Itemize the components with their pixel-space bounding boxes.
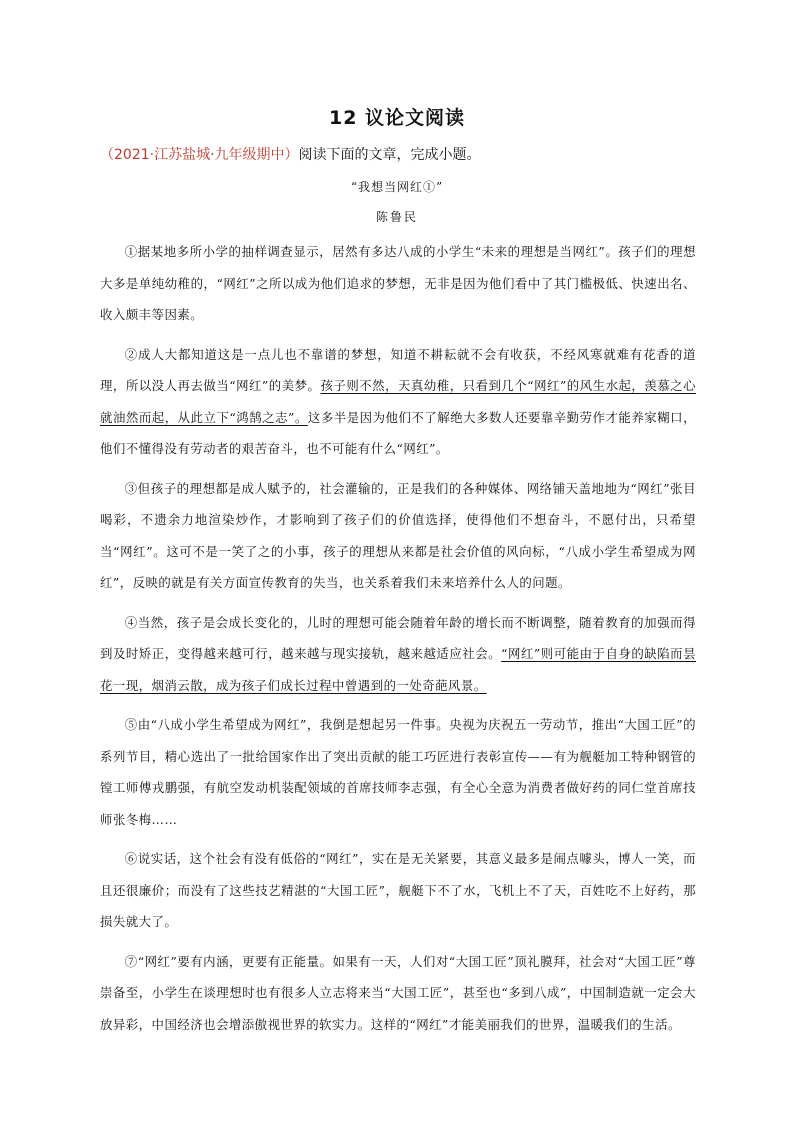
essay-body	[100, 236, 696, 1048]
paragraph-2-underlined: 孩子则不然，天真幼稚，只看到几个“网红”的风生水起，羡慕之心就油然而起，从此立下“鸿鹄之志”。	[100, 378, 696, 425]
paragraph-1: ①据某地多所小学的抽样调查显示，居然有多达八成的小学生“未来的理想是当网红”。孩子们的理想大多是单纯幼稚的，“网红”之所以成为他们追求的梦想，无非是因为他们看中了其门槛极低、快速出名、收入颇丰等因素。	[100, 244, 696, 322]
paragraph-2	[100, 339, 696, 465]
paragraph-2-text-a: ②成人大都知道这是一点儿也不靠谱的梦想，知道不耕耘就不会有收获，不经风寒就难有花香的道理，所以没人再去做当“网红”的美梦。	[100, 346, 696, 393]
paragraph-4	[100, 607, 696, 702]
paragraph-2-text-b: 这多半是因为他们不了解绝大多数人还要靠辛勤劳作才能养家糊口，他们不懂得没有劳动者的艰苦奋斗，也不可能有什么“网红”。	[100, 409, 697, 456]
paragraph-4-text-a: ④当然，孩子是会成长变化的，儿时的理想可能会随着年龄的增长而不断调整，随着教育的加强而得到及时矫正，变得越来越可行，越来越与现实接轨，越来越适应社会。	[100, 614, 696, 661]
paragraph-3: ③但孩子的理想都是成人赋予的，社会灌输的，正是我们的各种媒体、网络铺天盖地地为“网红”张目喝彩，不遗余力地渲染炒作，才影响到了孩子们的价值选择，使得他们不想奋斗，不愿付出，只希望当“网红”。这可不是一笑了之的小事，孩子的理想从来都是社会价值的风向标，“八成小学生希望成为网红”，反映的就是有关方面宣传教育的失当，也关系着我们未来培养什么人的问题。	[100, 480, 696, 590]
paragraph-6: ⑥说实话，这个社会有没有低俗的“网红”，实在是无关紧要，其意义最多是闹点噱头，博人一笑，而且还很廉价；而没有了这些技艺精湛的“大国工匠”，舰艇下不了水，飞机上不了天，百姓吃不上好药，那损失就大了。	[100, 851, 696, 929]
essay-title: “我想当网红①”	[350, 180, 444, 194]
essay-author: 陈鲁民	[375, 210, 418, 224]
paragraph-5: ⑤由“八成小学生希望成为网红”，我倒是想起另一件事。央视为庆祝五一劳动节，推出“大国工匠”的系列节目，精心选出了一批给国家作出了突出贡献的能工巧匠进行表彰宣传——有为舰艇加工特种钢管的镗工师傅戎鹏强，有航空发动机装配领域的首席技师李志强，有全心全意为消费者做好药的同仁堂首席技师张冬梅……	[100, 717, 696, 827]
question-source: （2021·江苏盐城·九年级期中）	[100, 147, 299, 163]
question-instruction: 阅读下面的文章，完成小题。	[298, 147, 481, 163]
question-header	[100, 144, 481, 164]
page-title: 12 议论文阅读	[328, 107, 466, 129]
paragraph-4-underlined: “网红”则可能由于自身的缺陷而昙花一现，烟消云散，成为孩子们成长过程中曾遇到的一处奇葩风景。	[100, 646, 696, 693]
paragraph-7: ⑦“网红”要有内涵，更要有正能量。如果有一天，人们对“大国工匠”顶礼膜拜，社会对“大国工匠”尊崇备至，小学生在谈理想时也有很多人立志将来当“大国工匠”，甚至也“多到八成”，中国制造就一定会大放异彩，中国经济也会增添傲视世界的软实力。这样的“网红”才能美丽我们的世界，温暖我们的生活。	[100, 953, 696, 1032]
